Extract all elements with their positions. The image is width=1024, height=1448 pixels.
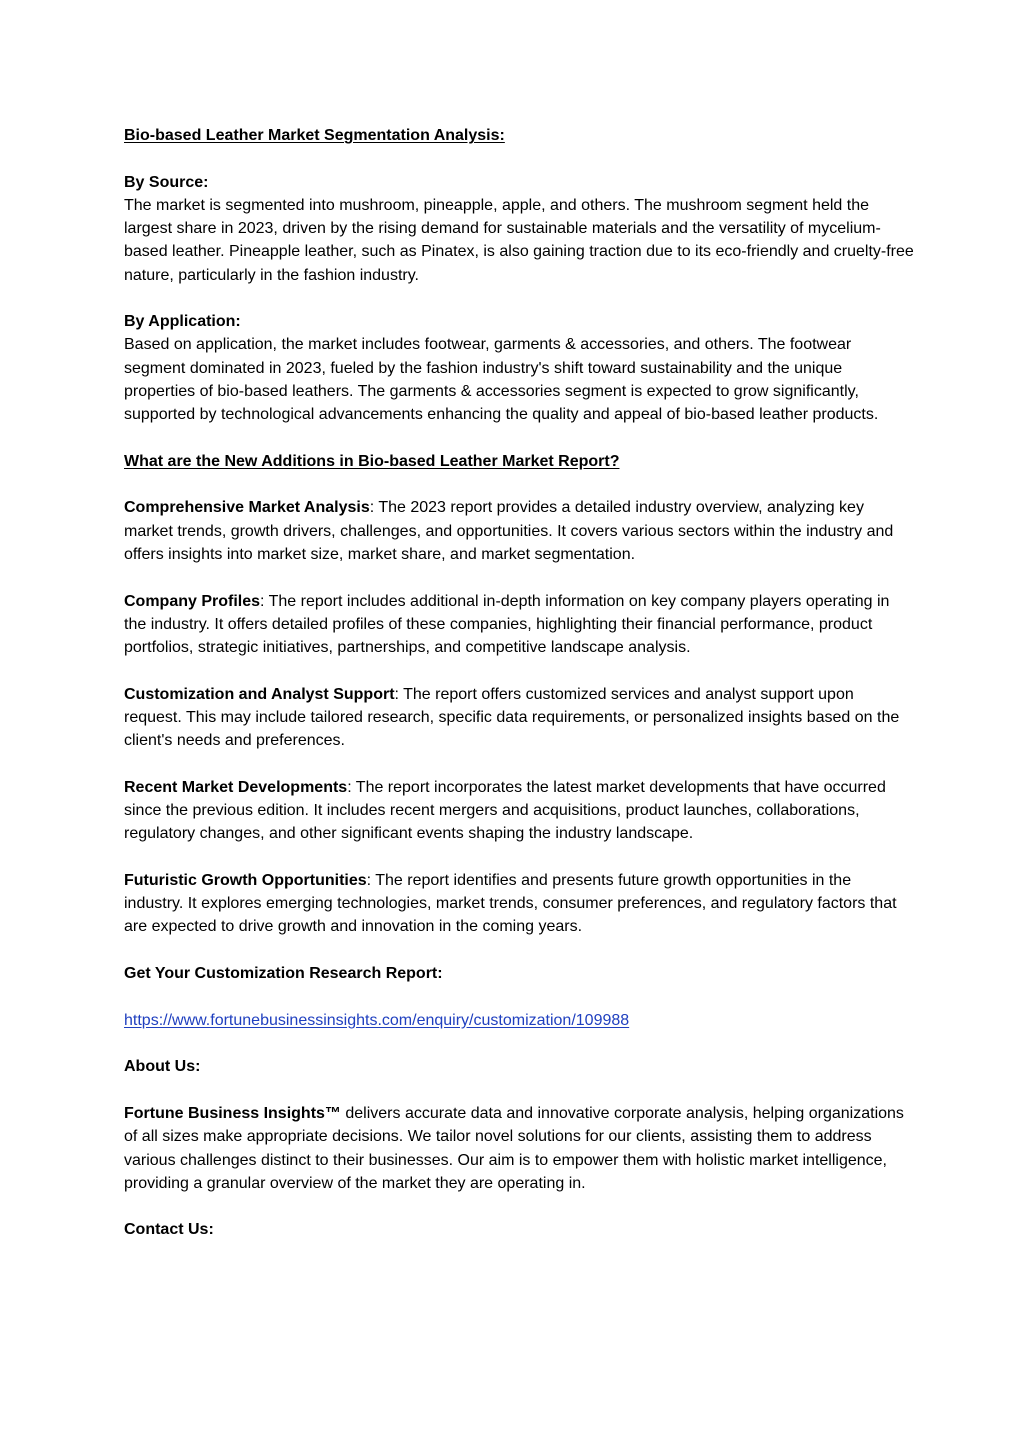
customization-link-block [124,1009,914,1032]
segmentation-title: Bio-based Leather Market Segmentation Analysis: [124,127,505,144]
addition-item [124,683,914,753]
about-paragraph [124,1102,914,1195]
by-source-section [124,171,914,287]
addition-item [124,776,914,846]
addition-item-paragraph [124,590,914,660]
addition-item [124,590,914,660]
by-source-text: The market is segmented into mushroom, pineapple, apple, and others. The mushroom segment held the largest share in 2023, driven by the rising demand for sustainable materials and the versatility of mycelium-based leather. Pineapple leather, such as Pinatex, is also gaining traction due to its eco-friendly and cruelty-free nature, particularly in the fashion industry. [124,196,914,284]
addition-item-paragraph [124,683,914,753]
by-application-text: Based on application, the market includes footwear, garments & accessories, and others. The footwear segment dominated in 2023, fueled by the fashion industry's shift toward sustainability and the unique properties of bio-based leathers. The garments & accessories segment is expected to grow significantly, supported by technological advancements enhancing the quality and appeal of bio-based leather products. [124,336,879,424]
addition-item-text: : The 2023 report provides a detailed industry overview, analyzing key market trends, growth drivers, challenges, and opportunities. It covers various sectors within the industry and offers insights into market size, market share, and market segmentation. [124,499,894,563]
contact-heading-block [124,1218,914,1241]
contact-heading: Contact Us: [124,1221,214,1239]
addition-item-term: Customization and Analyst Support [124,685,395,703]
addition-item-term: Company Profiles [124,592,261,610]
by-source-heading: By Source: [124,173,209,191]
customization-heading: Get Your Customization Research Report: [124,964,443,982]
addition-item-term: Comprehensive Market Analysis [124,499,370,517]
by-application-heading: By Application: [124,313,241,331]
about-heading-block [124,1055,914,1078]
addition-item-paragraph [124,496,914,566]
addition-item [124,869,914,939]
addition-item-text: : The report includes additional in-depth information on key company players operating in the industry. It offers detailed profiles of these companies, highlighting their financial performance, product portfolios, strategic initiatives, partnerships, and competitive landscape analysis. [124,592,890,656]
new-additions-title-block [124,450,914,473]
new-additions-title: What are the New Additions in Bio-based Leather Market Report? [124,452,620,470]
by-application-section [124,310,914,426]
customization-heading-block [124,962,914,985]
addition-item-text: : The report offers customized services and analyst support upon request. This may include tailored research, specific data requirements, or personalized insights based on the client's needs and preferences. [124,685,900,750]
addition-item-paragraph [124,869,914,939]
about-company-name: Fortune Business Insights™ [124,1105,341,1123]
addition-item-term: Futuristic Growth Opportunities [124,871,367,889]
about-heading: About Us: [124,1058,201,1076]
addition-item-term: Recent Market Developments [124,778,348,796]
document-page [124,124,914,1265]
addition-item-text: : The report incorporates the latest market developments that have occurred since the previous edition. It includes recent mergers and acquisitions, product launches, collaborations, regulatory changes, and other significant events shaping the industry landscape. [124,778,886,843]
segmentation-title-block [124,124,914,147]
customization-link[interactable]: https://www.fortunebusinessinsights.com/enquiry/customization/109988 [124,1011,630,1029]
about-text: delivers accurate data and innovative corporate analysis, helping organizations of all sizes make appropriate decisions. We tailor novel solutions for our clients, assisting them to address various challenges distinct to their businesses. Our aim is to empower them with holistic market intelligence, providing a granular overview of the market they are operating in. [124,1105,904,1192]
about-section [124,1102,914,1195]
addition-item [124,496,914,566]
addition-item-text: : The report identifies and presents future growth opportunities in the industry. It explores emerging technologies, market trends, consumer preferences, and regulatory factors that are expected to drive growth and innovation in the coming years. [124,871,897,936]
addition-item-paragraph [124,776,914,846]
